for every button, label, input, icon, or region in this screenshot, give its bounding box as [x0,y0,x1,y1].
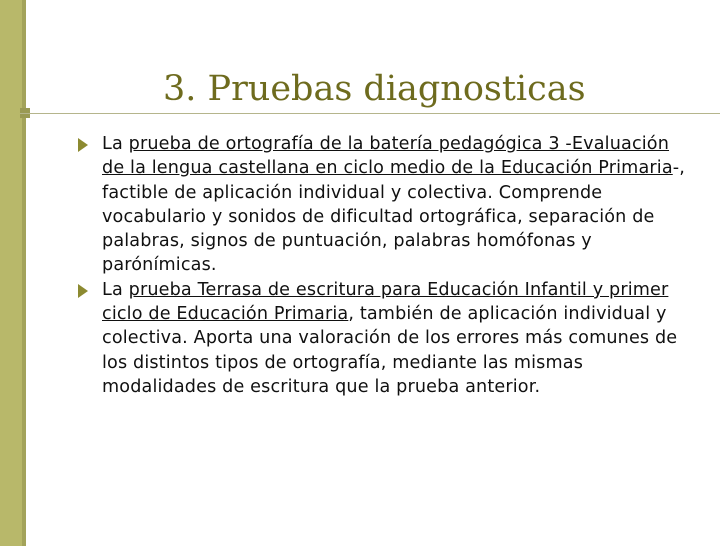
triangle-bullet-icon [78,138,88,152]
left-accent-bar-inner [22,0,26,546]
bullet-item-1 [78,132,688,278]
left-accent-bar [0,0,22,546]
bullet-list [78,132,688,399]
bullet-2-link[interactable]: prueba Terrasa de escritura para Educación Infantil y primer ciclo de Educación Primaria [102,279,669,325]
bullet-item-2 [78,278,688,399]
bullet-2-prefix: La [102,279,129,300]
title-underline-rule [20,113,720,114]
bullet-2-text: , también de aplicación individual y colectiva. Aporta una valoración de los errores más comunes de los distintos tipos de ortografía, mediante las mismas modalidades de escritura que la prueba anterior. [102,304,678,397]
triangle-bullet-icon [78,284,88,298]
bullet-1-text: -, factible de aplicación individual y colectiva. Comprende vocabulario y sonidos de dificultad ortográfica, separación de palabras, signos de puntuación, palabras homófonas y parónímicas. [102,158,685,276]
bullet-1-prefix: La [102,134,129,154]
bullet-1-link[interactable]: prueba de ortografía de la batería pedagógica 3 -Evaluación de la lengua castellana en ciclo medio de la Educación Primaria [102,134,673,179]
slide-title: 3. Pruebas diagnosticas [163,69,586,109]
